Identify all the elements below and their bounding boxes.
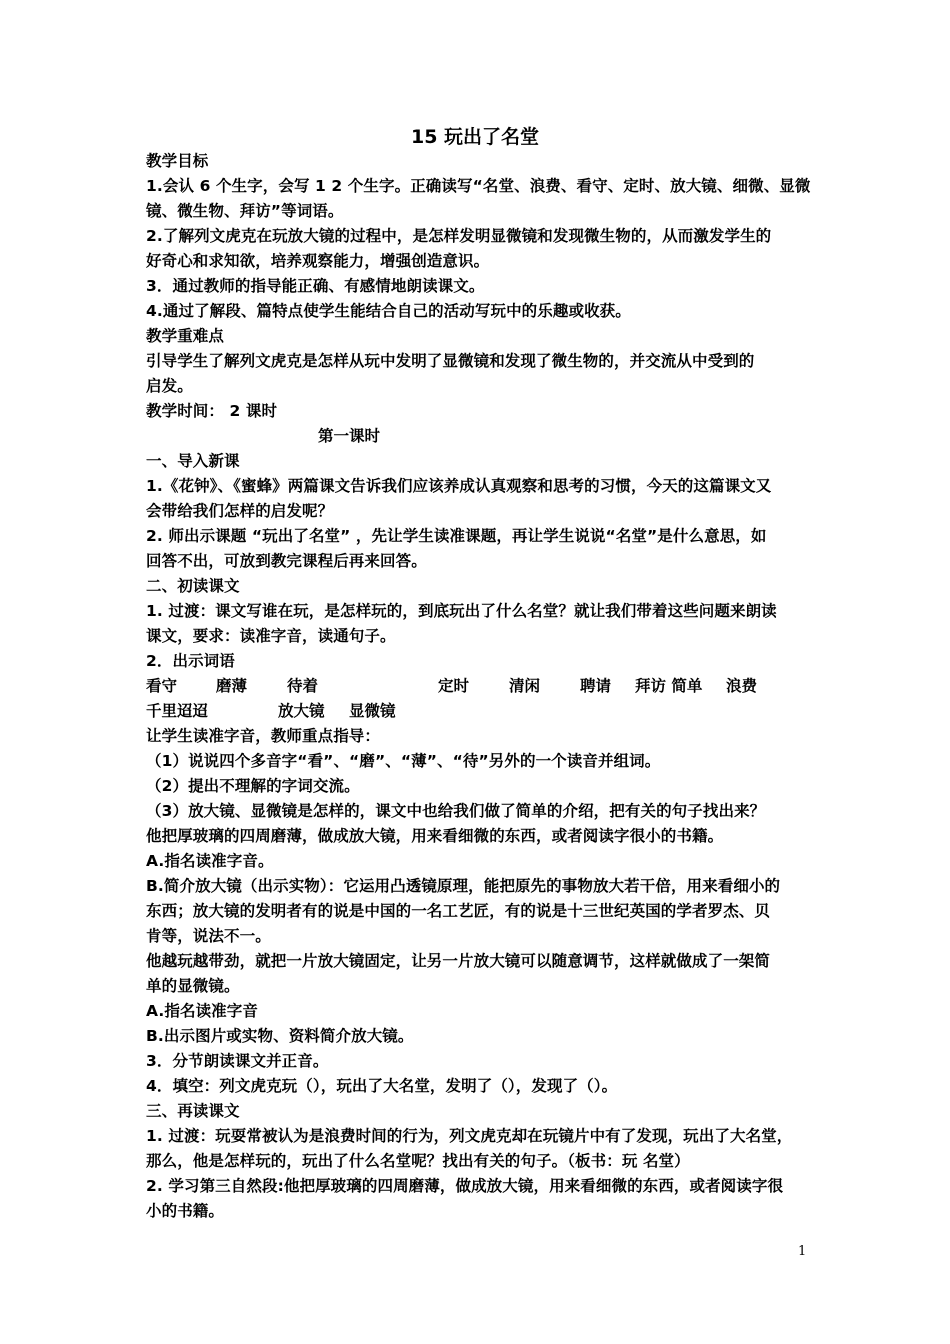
text-line: 启发。: [146, 377, 193, 395]
text-line: 2.了解列文虎克在玩放大镜的过程中，是怎样发明显微镜和发现微生物的，从而激发学生的: [146, 227, 772, 245]
text-line: （3）放大镜、显微镜是怎样的，课文中也给我们做了简单的介绍，把有关的句子找出来？: [146, 802, 766, 820]
section-heading: 三、再读课文: [146, 1102, 240, 1120]
vocab-word: 拜访 简单: [635, 677, 703, 695]
text-line: 3．通过教师的指导能正确、有感情地朗读课文。: [146, 277, 485, 295]
page-number: 1: [798, 1244, 807, 1259]
section-heading-key-points: 教学重难点: [146, 327, 225, 345]
vocab-word: 千里迢迢: [146, 702, 209, 720]
text-line: 肯等，说法不一。: [146, 927, 271, 945]
text-line: 1. 过渡：课文写谁在玩，是怎样玩的，到底玩出了什么名堂？就让我们带着这些问题来朗读: [146, 602, 777, 620]
text-line: 1.会认 6 个生字，会写 1 2 个生字。正确读写“名堂、浪费、看守、定时、放大镜、细微、显微: [146, 177, 811, 195]
teaching-time: 教学时间： 2 课时: [146, 402, 278, 420]
text-line: 他把厚玻璃的四周磨薄，做成放大镜，用来看细微的东西，或者阅读字很小的书籍。: [146, 827, 724, 845]
text-line: 回答不出，可放到教完课程后再来回答。: [146, 552, 427, 570]
text-line: （2）提出不理解的字词交流。: [146, 777, 360, 795]
text-line: 小的书籍。: [146, 1202, 225, 1220]
document-title: 15 玩出了名堂: [410, 126, 540, 148]
section-heading-objectives: 教学目标: [146, 152, 209, 170]
vocab-word: 浪费: [726, 677, 758, 695]
text-line: 4．填空：列文虎克玩（），玩出了大名堂，发明了（），发现了（）。: [146, 1077, 618, 1095]
text-line: 他越玩越带劲，就把一片放大镜固定，让另一片放大镜可以随意调节，这样就做成了一架简: [146, 952, 771, 970]
text-line: 引导学生了解列文虎克是怎样从玩中发明了显微镜和发现了微生物的，并交流从中受到的: [146, 352, 755, 370]
vocabulary-row-2: [146, 700, 816, 722]
text-line: 让学生读准字音，教师重点指导：: [146, 727, 381, 745]
lesson-heading: 第一课时: [318, 427, 381, 445]
vocab-word: 定时: [438, 677, 470, 695]
vocab-word: 看守: [146, 677, 178, 695]
section-heading: 一、导入新课: [146, 452, 240, 470]
text-line: 会带给我们怎样的启发呢？: [146, 502, 334, 520]
text-line: 4.通过了解段、篇特点使学生能结合自己的活动写玩中的乐趣或收获。: [146, 302, 631, 320]
text-line: B.简介放大镜（出示实物）：它运用凸透镜原理，能把原先的事物放大若干倍，用来看细小的: [146, 877, 781, 895]
text-line: 镜、微生物、拜访”等词语。: [146, 202, 344, 220]
text-line: 2. 师出示课题 “玩出了名堂” ，先让学生读准课题，再让学生说说“名堂”是什么意思，如: [146, 527, 767, 545]
vocab-word: 清闲: [509, 677, 541, 695]
text-line: 2. 学习第三自然段:他把厚玻璃的四周磨薄，做成放大镜，用来看细微的东西，或者阅读字很: [146, 1177, 784, 1195]
text-line: 课文，要求：读准字音，读通句子。: [146, 627, 396, 645]
text-line: B.出示图片或实物、资料简介放大镜。: [146, 1027, 414, 1045]
vocab-word: 放大镜: [278, 702, 325, 720]
vocab-word: 聘请: [580, 677, 612, 695]
text-line: A.指名读准字音: [146, 1002, 258, 1020]
text-line: 2．出示词语: [146, 652, 235, 670]
section-heading: 二、初读课文: [146, 577, 240, 595]
vocab-word: 待着: [287, 677, 319, 695]
vocab-word: 磨薄: [216, 677, 248, 695]
text-line: 单的显微镜。: [146, 977, 240, 995]
text-line: 1.《花钟》、《蜜蜂》两篇课文告诉我们应该养成认真观察和思考的习惯，今天的这篇课文又: [146, 477, 772, 495]
text-line: 3．分节朗读课文并正音。: [146, 1052, 329, 1070]
text-line: （1）说说四个多音字“看”、“磨”、“薄”、“待”另外的一个读音并组词。: [146, 752, 661, 770]
text-line: 那么，他是怎样玩的，玩出了什么名堂呢？找出有关的句子。（板书：玩 名堂）: [146, 1152, 690, 1170]
vocabulary-row-1: [146, 675, 816, 697]
text-line: 1. 过渡：玩耍常被认为是浪费时间的行为，列文虎克却在玩镜片中有了发现，玩出了大名堂，: [146, 1127, 793, 1145]
text-line: 好奇心和求知欲，培养观察能力，增强创造意识。: [146, 252, 490, 270]
text-line: 东西；放大镜的发明者有的说是中国的一名工艺匠，有的说是十三世纪英国的学者罗杰、贝: [146, 902, 771, 920]
text-line: A.指名读准字音。: [146, 852, 274, 870]
vocab-word: 显微镜: [349, 702, 396, 720]
